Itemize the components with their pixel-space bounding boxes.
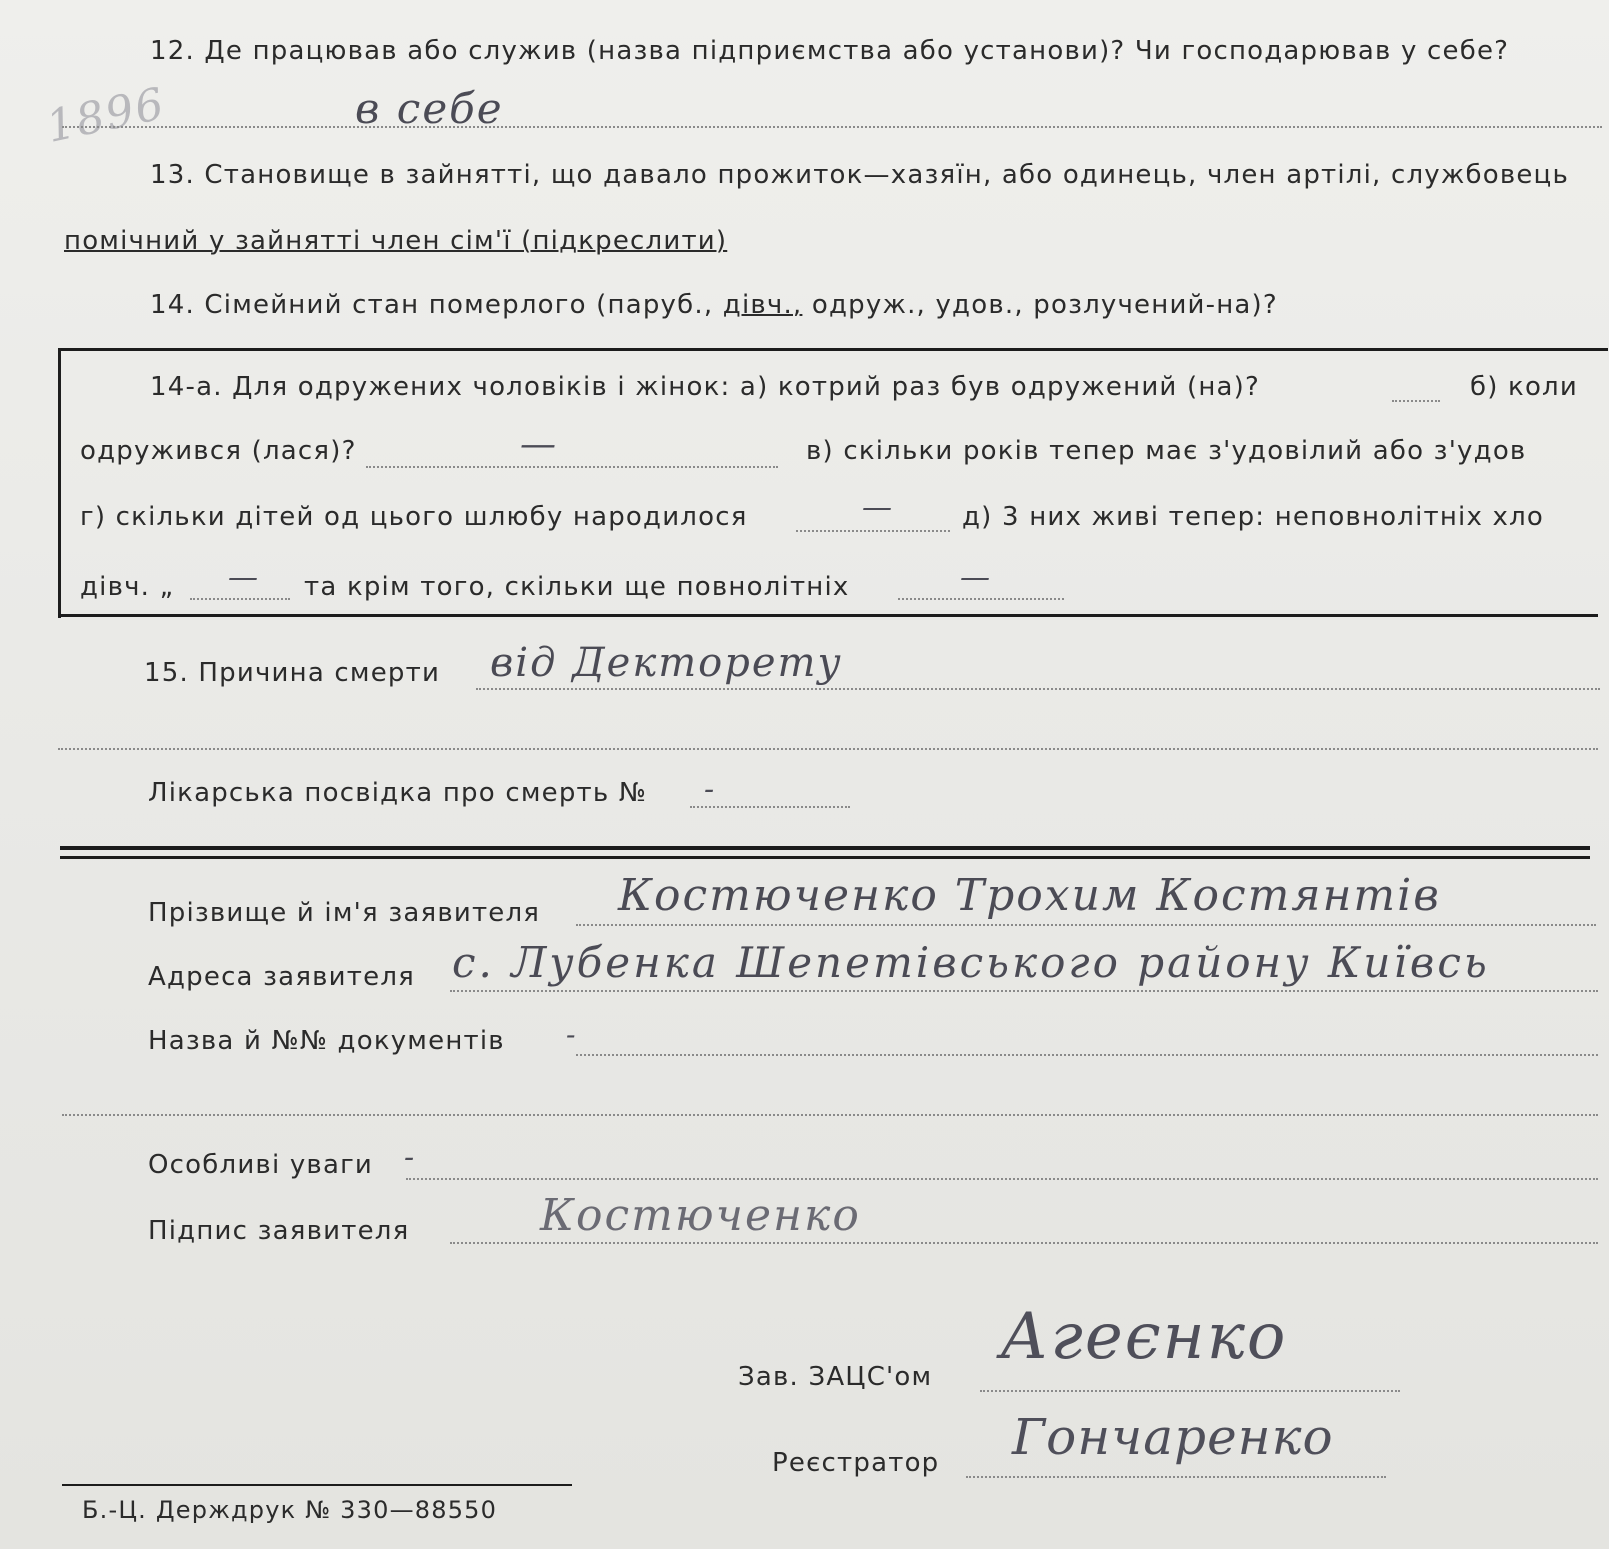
signature-line <box>450 1242 1598 1244</box>
q14a-line2-a: одружився (лася)? <box>80 436 357 466</box>
death-cert-label: Лікарська посвідка про смерть № <box>148 778 648 808</box>
documents-second-line <box>62 1114 1598 1116</box>
q14a-line4-dots2 <box>898 598 1064 600</box>
q14a-line4-a: дівч. „ <box>80 572 175 602</box>
q14a-line4-dash1: — <box>228 560 260 595</box>
double-rule-bottom <box>60 856 1590 859</box>
q14a-line2-dash: — <box>520 424 558 465</box>
applicant-name-line <box>576 924 1596 926</box>
q14a-line4-b: та крім того, скільки ще повнолітніх <box>304 572 850 602</box>
applicant-address-value: с. Лубенка Шепетівського району Київсь <box>452 938 1490 987</box>
registrar-signature: Гончаренко <box>1012 1408 1334 1466</box>
q15-answer: від Декторету <box>490 640 843 686</box>
applicant-address-line <box>450 990 1598 992</box>
death-cert-value: - <box>704 772 717 807</box>
footer-rule <box>62 1484 572 1486</box>
q14a-line3-a: г) скільки дітей од цього шлюбу народилося <box>80 502 748 532</box>
q14a-a-line <box>1392 400 1440 402</box>
q15-second-line <box>58 748 1598 750</box>
q14a-line2-dots <box>366 466 778 468</box>
double-rule-top <box>60 846 1590 850</box>
registrar-signature-line <box>966 1476 1386 1478</box>
applicant-name-value: Костюченко Трохим Костянтів <box>618 870 1441 921</box>
q14a-line4-dots1 <box>190 598 290 600</box>
q15-label: 15. Причина смерти <box>144 658 441 688</box>
registrar-label: Реєстратор <box>772 1448 940 1478</box>
q14-prefix: 14. Сімейний стан померлого (паруб., <box>150 290 714 320</box>
q15-answer-line <box>476 688 1600 690</box>
q12-label: 12. Де працював або служив (назва підприємства або установи)? Чи господарював у себе? <box>150 36 1510 66</box>
head-signature-line <box>980 1390 1400 1392</box>
q14a-line2-b: в) скільки років тепер має з'удовілий або з'удов <box>806 436 1527 466</box>
margin-note: 1896 <box>42 78 170 153</box>
q13-line2: помічний у зайнятті член сім'ї (підкреслити) <box>64 226 728 256</box>
box-bottom-rule <box>58 614 1598 617</box>
documents-line <box>576 1054 1598 1056</box>
q13-line1: 13. Становище в зайнятті, що давало прожиток—хазяїн, або одинець, член артілі, службовець <box>150 160 1569 190</box>
q14a-line3-b: д) 3 них живі тепер: неповнолітніх хло <box>962 502 1545 532</box>
q14a-line1: 14-а. Для одружених чоловіків і жінок: а) котрий раз був одружений (на)? <box>150 372 1260 402</box>
q12-answer: в себе <box>355 84 504 133</box>
applicant-name-label: Прізвище й ім'я заявителя <box>148 898 541 928</box>
applicant-signature: Костюченко <box>540 1190 861 1241</box>
printer-imprint: Б.-Ц. Держдрук № 330—88550 <box>82 1496 498 1524</box>
q14-selected-option: дівч., <box>722 290 803 320</box>
notes-value: - <box>404 1140 417 1175</box>
q14a-line3-dash: — <box>862 490 894 525</box>
q14-suffix: одруж., удов., розлучений-на)? <box>811 290 1278 320</box>
q14a-line4-dash2: — <box>960 560 992 595</box>
documents-value: - <box>566 1018 578 1051</box>
documents-label: Назва й №№ документів <box>148 1026 505 1056</box>
q14-marital-status <box>150 290 1278 320</box>
head-signature: Агеєнко <box>1000 1300 1288 1374</box>
notes-label: Особливі уваги <box>148 1150 374 1180</box>
head-label: Зав. ЗАЦС'ом <box>738 1362 933 1392</box>
notes-line <box>406 1178 1598 1180</box>
signature-label: Підпис заявителя <box>148 1216 410 1246</box>
q14a-line1-b: б) коли <box>1470 372 1578 402</box>
applicant-address-label: Адреса заявителя <box>148 962 415 992</box>
q14a-line3-dots <box>796 530 950 532</box>
q12-answer-line <box>62 126 1602 128</box>
